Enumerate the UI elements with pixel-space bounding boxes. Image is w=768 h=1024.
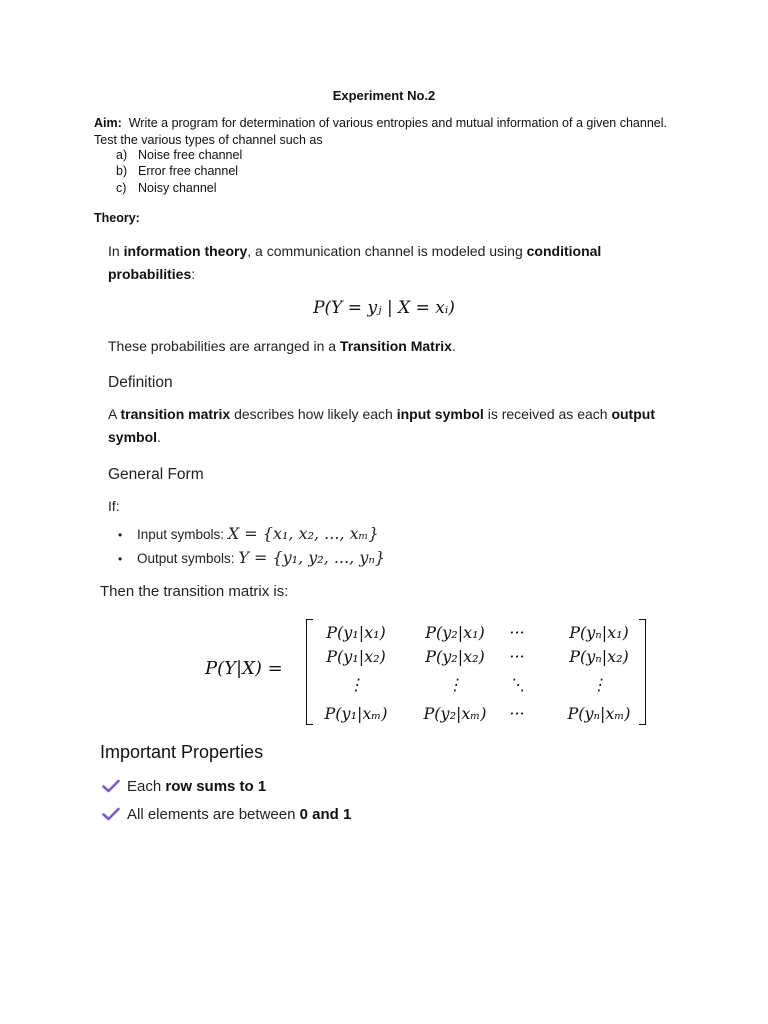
definition-paragraph bbox=[108, 403, 668, 449]
matrix-cell: P(yₙ|xₘ) bbox=[567, 704, 631, 723]
matrix-cell: P(yₙ|x₂) bbox=[569, 647, 629, 666]
intro-paragraph bbox=[108, 240, 668, 286]
then-text: Then the transition matrix is: bbox=[100, 583, 289, 600]
matrix-cell: ··· bbox=[509, 704, 525, 723]
bullet-label: Output symbols: bbox=[137, 551, 235, 566]
bullet-math: X = {x₁, x₂, ..., xₘ} bbox=[227, 524, 379, 543]
property-item bbox=[102, 778, 266, 797]
aim-text: Write a program for determination of various entropies and mutual information of a given channel. Test the various types of channel such as bbox=[94, 116, 667, 147]
text-span: All elements are between bbox=[127, 806, 296, 823]
property-item bbox=[102, 806, 351, 825]
checkmark-icon bbox=[102, 779, 127, 797]
aim-paragraph bbox=[94, 115, 674, 148]
if-text: If: bbox=[108, 498, 120, 514]
matrix-cell: P(y₁|xₘ) bbox=[324, 704, 388, 723]
text-span: describes how likely each bbox=[234, 406, 393, 422]
list-text: Error free channel bbox=[138, 164, 239, 178]
bullet-dot-icon: • bbox=[118, 528, 123, 542]
bullet-item bbox=[118, 548, 385, 567]
matrix-cell: ⋮ bbox=[447, 675, 463, 694]
definition-heading: Definition bbox=[108, 374, 173, 391]
list-item bbox=[116, 181, 217, 195]
matrix-cell: ⋮ bbox=[591, 675, 607, 694]
text-span: In bbox=[108, 243, 120, 259]
matrix-cell: P(y₂|x₂) bbox=[425, 647, 485, 666]
list-text: Noisy channel bbox=[138, 181, 217, 195]
list-item bbox=[116, 164, 238, 178]
text-span: : bbox=[191, 266, 196, 282]
bold-term: Transition Matrix bbox=[339, 338, 452, 354]
bold-term: input symbol bbox=[396, 406, 484, 422]
bold-term: row sums to 1 bbox=[165, 778, 267, 795]
text-span: Each bbox=[127, 778, 162, 795]
checkmark-icon bbox=[102, 807, 127, 825]
text-span: These probabilities are arranged in a bbox=[108, 338, 337, 354]
bold-term: output symbol bbox=[108, 406, 655, 445]
bullet-item bbox=[118, 524, 379, 543]
bullet-label: Input symbols: bbox=[137, 527, 225, 542]
bold-term: transition matrix bbox=[120, 406, 231, 422]
matrix-cell: P(y₂|x₁) bbox=[425, 623, 485, 642]
list-marker: c) bbox=[116, 181, 127, 195]
matrix-cell: ··· bbox=[509, 647, 525, 666]
matrix-cell: P(y₂|xₘ) bbox=[423, 704, 487, 723]
text-span: is received as each bbox=[487, 406, 608, 422]
bold-term: conditional probabilities bbox=[108, 243, 602, 282]
matrix-cell: P(y₁|x₂) bbox=[326, 647, 386, 666]
matrix-lhs: P(Y|X) = bbox=[205, 658, 283, 679]
text-span: . bbox=[451, 338, 456, 354]
aim-label: Aim: bbox=[94, 116, 122, 130]
list-item bbox=[116, 148, 242, 162]
page-title: Experiment No.2 bbox=[332, 88, 436, 103]
list-text: Noise free channel bbox=[138, 148, 243, 162]
matrix-cell: ⋮ bbox=[348, 675, 364, 694]
bullet-math: Y = {y₁, y₂, ..., yₙ} bbox=[238, 548, 386, 567]
text-span: . bbox=[157, 429, 161, 445]
matrix-cell: P(y₁|x₁) bbox=[326, 623, 386, 642]
bold-term: 0 and 1 bbox=[299, 806, 352, 823]
matrix-cell: P(yₙ|x₁) bbox=[569, 623, 629, 642]
arranged-paragraph bbox=[108, 335, 668, 358]
text-span: A bbox=[108, 406, 117, 422]
general-form-heading: General Form bbox=[108, 466, 204, 483]
bold-term: information theory bbox=[123, 243, 248, 259]
properties-heading: Important Properties bbox=[100, 742, 264, 762]
matrix-cell: ··· bbox=[509, 623, 525, 642]
matrix-cell: ⋱ bbox=[509, 675, 525, 694]
matrix-grid bbox=[315, 619, 640, 727]
list-marker: b) bbox=[116, 164, 128, 178]
text-span: , a communication channel is modeled using bbox=[247, 243, 523, 259]
bullet-dot-icon: • bbox=[118, 552, 123, 566]
list-marker: a) bbox=[116, 148, 128, 162]
conditional-probability-equation: P(Y = yⱼ | X = xᵢ) bbox=[313, 298, 455, 318]
theory-heading: Theory: bbox=[94, 211, 140, 225]
